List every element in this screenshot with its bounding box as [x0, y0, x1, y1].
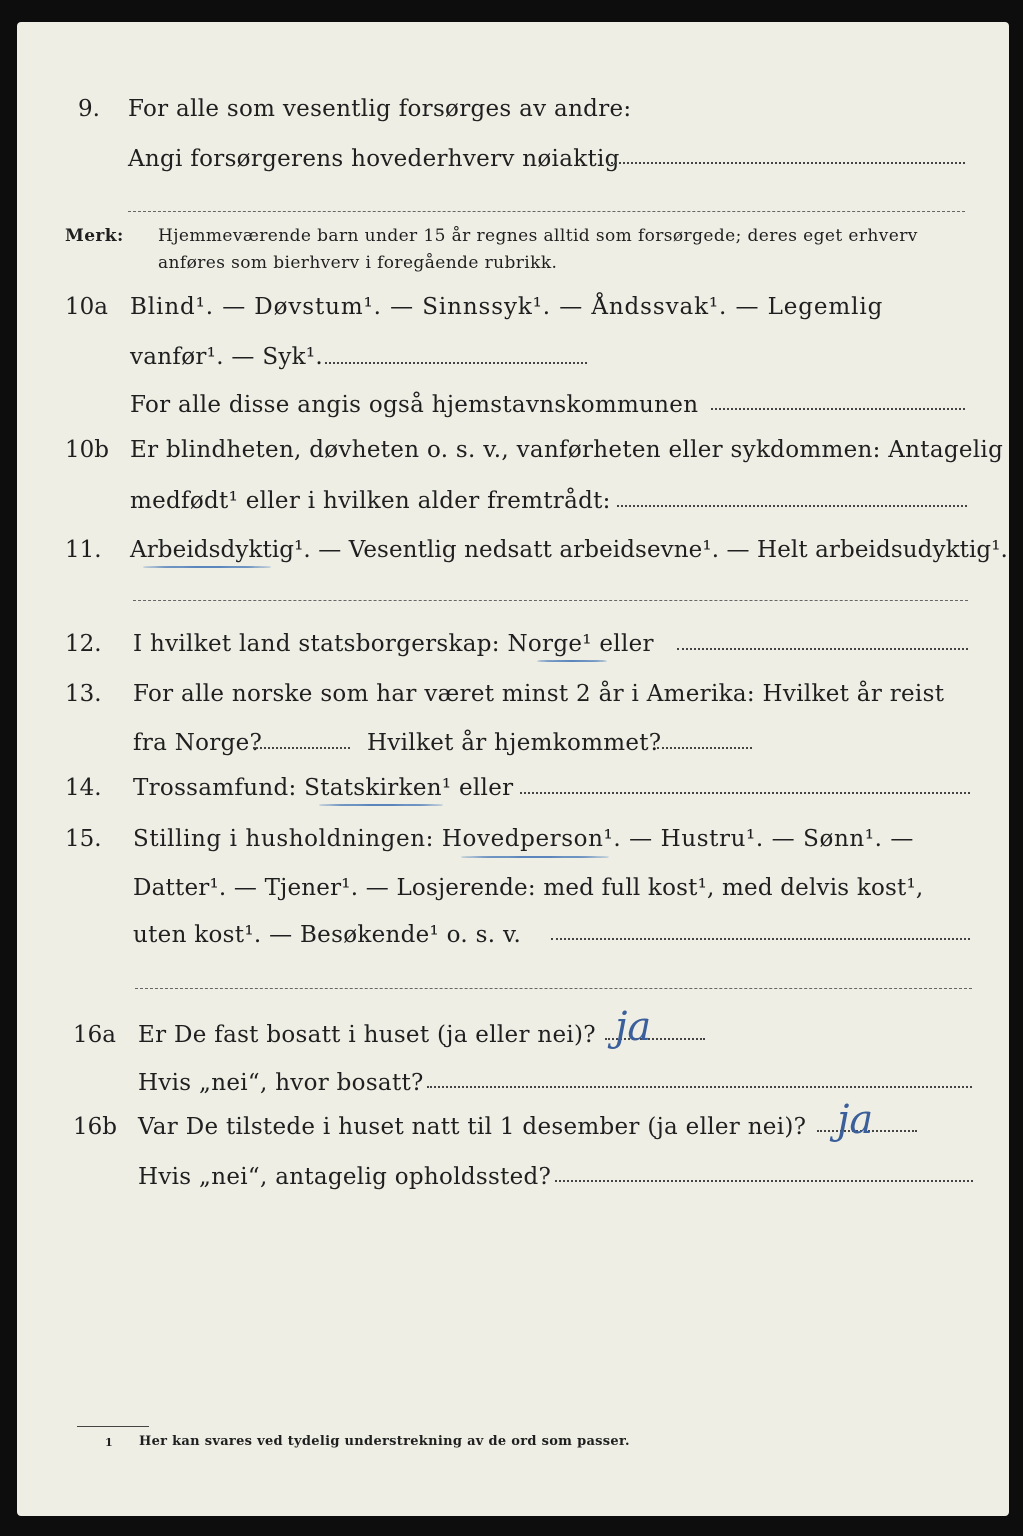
q9-question: For alle som vesentlig forsørges av andre: — [128, 96, 632, 122]
footnote-text: Her kan svares ved tydelig understrekning av de ord som passer. — [139, 1434, 630, 1449]
q16a-residence-prompt: Hvis „nei“, hvor bosatt? — [138, 1070, 424, 1096]
q10b-answer-line[interactable] — [617, 505, 967, 507]
q14-number: 14. — [65, 775, 102, 801]
q10a-options-line-2: vanfør¹. — Syk¹. — [130, 344, 324, 370]
merk-text-line-2: anføres som bierhverv i foregående rubrikk. — [158, 253, 558, 273]
q10a-home-municipality-prompt: For alle disse angis også hjemstavnskommunen — [130, 392, 699, 418]
q12-answer-line[interactable] — [677, 648, 968, 650]
census-form-page — [17, 22, 1009, 1516]
q14-underline-mark — [319, 804, 443, 806]
merk-label: Merk: — [65, 226, 124, 246]
q16b-question: Var De tilstede i huset natt til 1 desember (ja eller nei)? — [138, 1114, 807, 1140]
q16a-handwritten-answer: ja — [615, 1004, 652, 1050]
q10b-question-line-2: medfødt¹ eller i hvilken alder fremtrådt: — [130, 488, 611, 514]
q16b-location-line[interactable] — [555, 1180, 973, 1182]
q13-returned-year-line[interactable] — [657, 747, 752, 749]
q9-answer-line[interactable] — [607, 162, 965, 164]
q12-number: 12. — [65, 631, 102, 657]
q13-question: For alle norske som har været minst 2 år i Amerika: Hvilket år reist — [133, 681, 945, 707]
q15-options-line-1: Stilling i husholdningen: Hovedperson¹. — Hustru¹. — Sønn¹. — — [133, 826, 915, 852]
q10a-home-municipality-line[interactable] — [711, 408, 965, 410]
q15-extra-line[interactable] — [135, 988, 972, 989]
q13-emigrated-year-line[interactable] — [253, 747, 350, 749]
q9-extra-line[interactable] — [128, 211, 965, 212]
q11-extra-line[interactable] — [133, 600, 968, 601]
q9-number: 9. — [78, 96, 100, 122]
merk-text-line-1: Hjemmeværende barn under 15 år regnes alltid som forsørgede; deres eget erhverv — [158, 226, 918, 246]
q11-underline-mark — [143, 566, 271, 568]
q16b-handwritten-answer: ja — [837, 1097, 874, 1143]
q16a-residence-line[interactable] — [427, 1086, 972, 1088]
q10a-answer-line[interactable] — [325, 362, 587, 364]
q16b-location-prompt: Hvis „nei“, antagelig opholdssted? — [138, 1164, 552, 1190]
q14-question: Trossamfund: Statskirken¹ eller — [133, 775, 514, 801]
q16b-number: 16b — [73, 1114, 117, 1140]
q12-underline-mark — [537, 660, 607, 662]
q15-options-line-2: Datter¹. — Tjener¹. — Losjerende: med full kost¹, med delvis kost¹, — [133, 875, 924, 901]
q11-number: 11. — [65, 537, 102, 563]
q10a-options-line-1: Blind¹. — Døvstum¹. — Sinnssyk¹. — Åndssvak¹. — Legemlig — [130, 294, 884, 320]
q16a-question: Er De fast bosatt i huset (ja eller nei)? — [138, 1022, 596, 1048]
q13-returned-prompt: Hvilket år hjemkommet? — [367, 730, 662, 756]
q10b-question-line-1: Er blindheten, døvheten o. s. v., vanførheten eller sykdommen: Antagelig — [130, 437, 1004, 463]
q11-options: Arbeidsdyktig¹. — Vesentlig nedsatt arbeidsevne¹. — Helt arbeidsudyktig¹. — [130, 537, 1008, 563]
q15-underline-mark — [461, 856, 609, 858]
q15-number: 15. — [65, 826, 102, 852]
q13-number: 13. — [65, 681, 102, 707]
q12-question: I hvilket land statsborgerskap: Norge¹ eller — [133, 631, 654, 657]
footnote-rule — [77, 1426, 149, 1427]
q13-emigrated-prompt: fra Norge? — [133, 730, 263, 756]
footnote-mark: 1 — [105, 1436, 113, 1449]
q14-answer-line[interactable] — [520, 792, 970, 794]
q10b-number: 10b — [65, 437, 109, 463]
q15-options-line-3: uten kost¹. — Besøkende¹ o. s. v. — [133, 922, 522, 948]
q15-answer-line[interactable] — [551, 938, 970, 940]
q16a-number: 16a — [73, 1022, 116, 1048]
q9-subquestion: Angi forsørgerens hovederhverv nøiaktig — [128, 146, 620, 172]
q10a-number: 10a — [65, 294, 108, 320]
